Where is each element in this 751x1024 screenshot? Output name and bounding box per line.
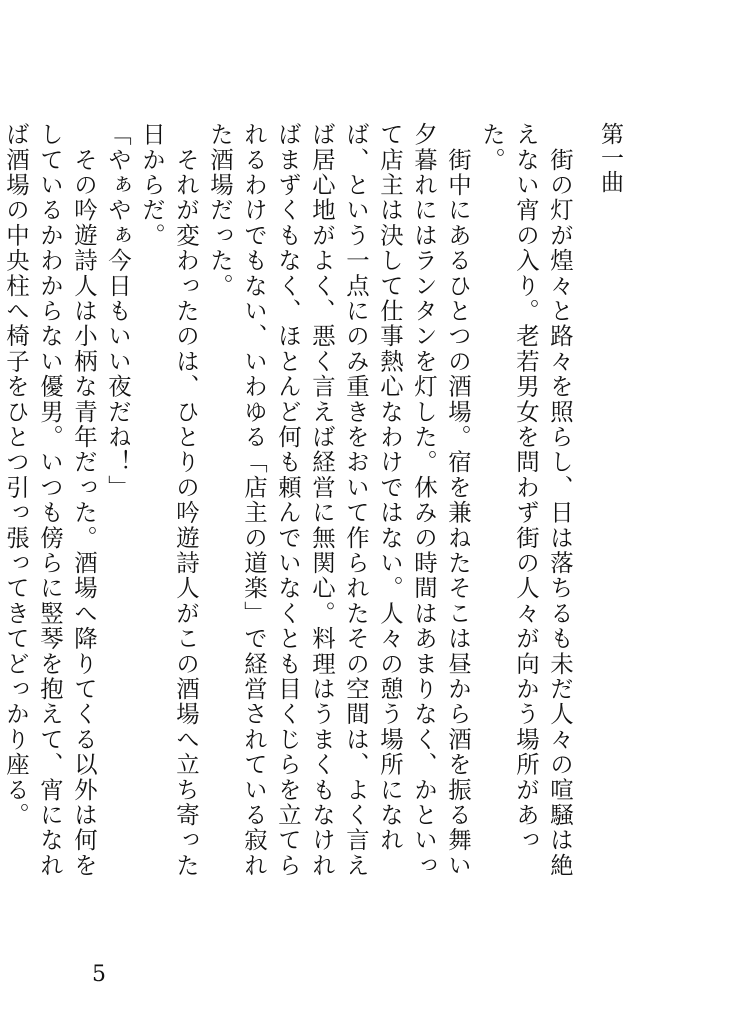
paragraph-4: 「やぁやぁ今日もいい夜だね！」 xyxy=(104,122,132,500)
paragraph-2: 街中にあるひとつの酒場。宿を兼ねたそこは昼から酒を振る舞い夕暮れにはランタンを灯した。休みの時間はあまりなく、かといって店主は決して仕事熱心なわけではない。人々の憩う場所になれば、という一点にのみ重きをおいて作られたその空間は、よく言えば居心地がよく、悪く言えば経営に無関心。料理はうまくもなければまずくもなく、ほとんど何も頼んでいなくとも目くじらを立てられるわけでもない、いわゆる「店主の道楽」で経営されている寂れた酒場だった。 xyxy=(206,122,472,878)
page-number: 5 xyxy=(92,962,106,987)
paragraph-1: 街の灯が煌々と路々を照らし、日は落ちるも未だ人々の喧騒は絶えない宵の入り。老若男女を問わず街の人々が向かう場所があった。 xyxy=(478,122,574,878)
paragraph-3: それが変わったのは、ひとりの吟遊詩人がこの酒場へ立ち寄った日からだ。 xyxy=(138,122,200,878)
chapter-title: 第一曲 xyxy=(597,122,623,194)
paragraph-5: その吟遊詩人は小柄な青年だった。酒場へ降りてくる以外は何をしているかわからない優男。いつも傍らに竪琴を抱えて、宵になれば酒場の中央柱へ椅子をひとつ引っ張ってきてどっかり座る。 xyxy=(2,122,98,878)
body-text xyxy=(0,122,577,902)
